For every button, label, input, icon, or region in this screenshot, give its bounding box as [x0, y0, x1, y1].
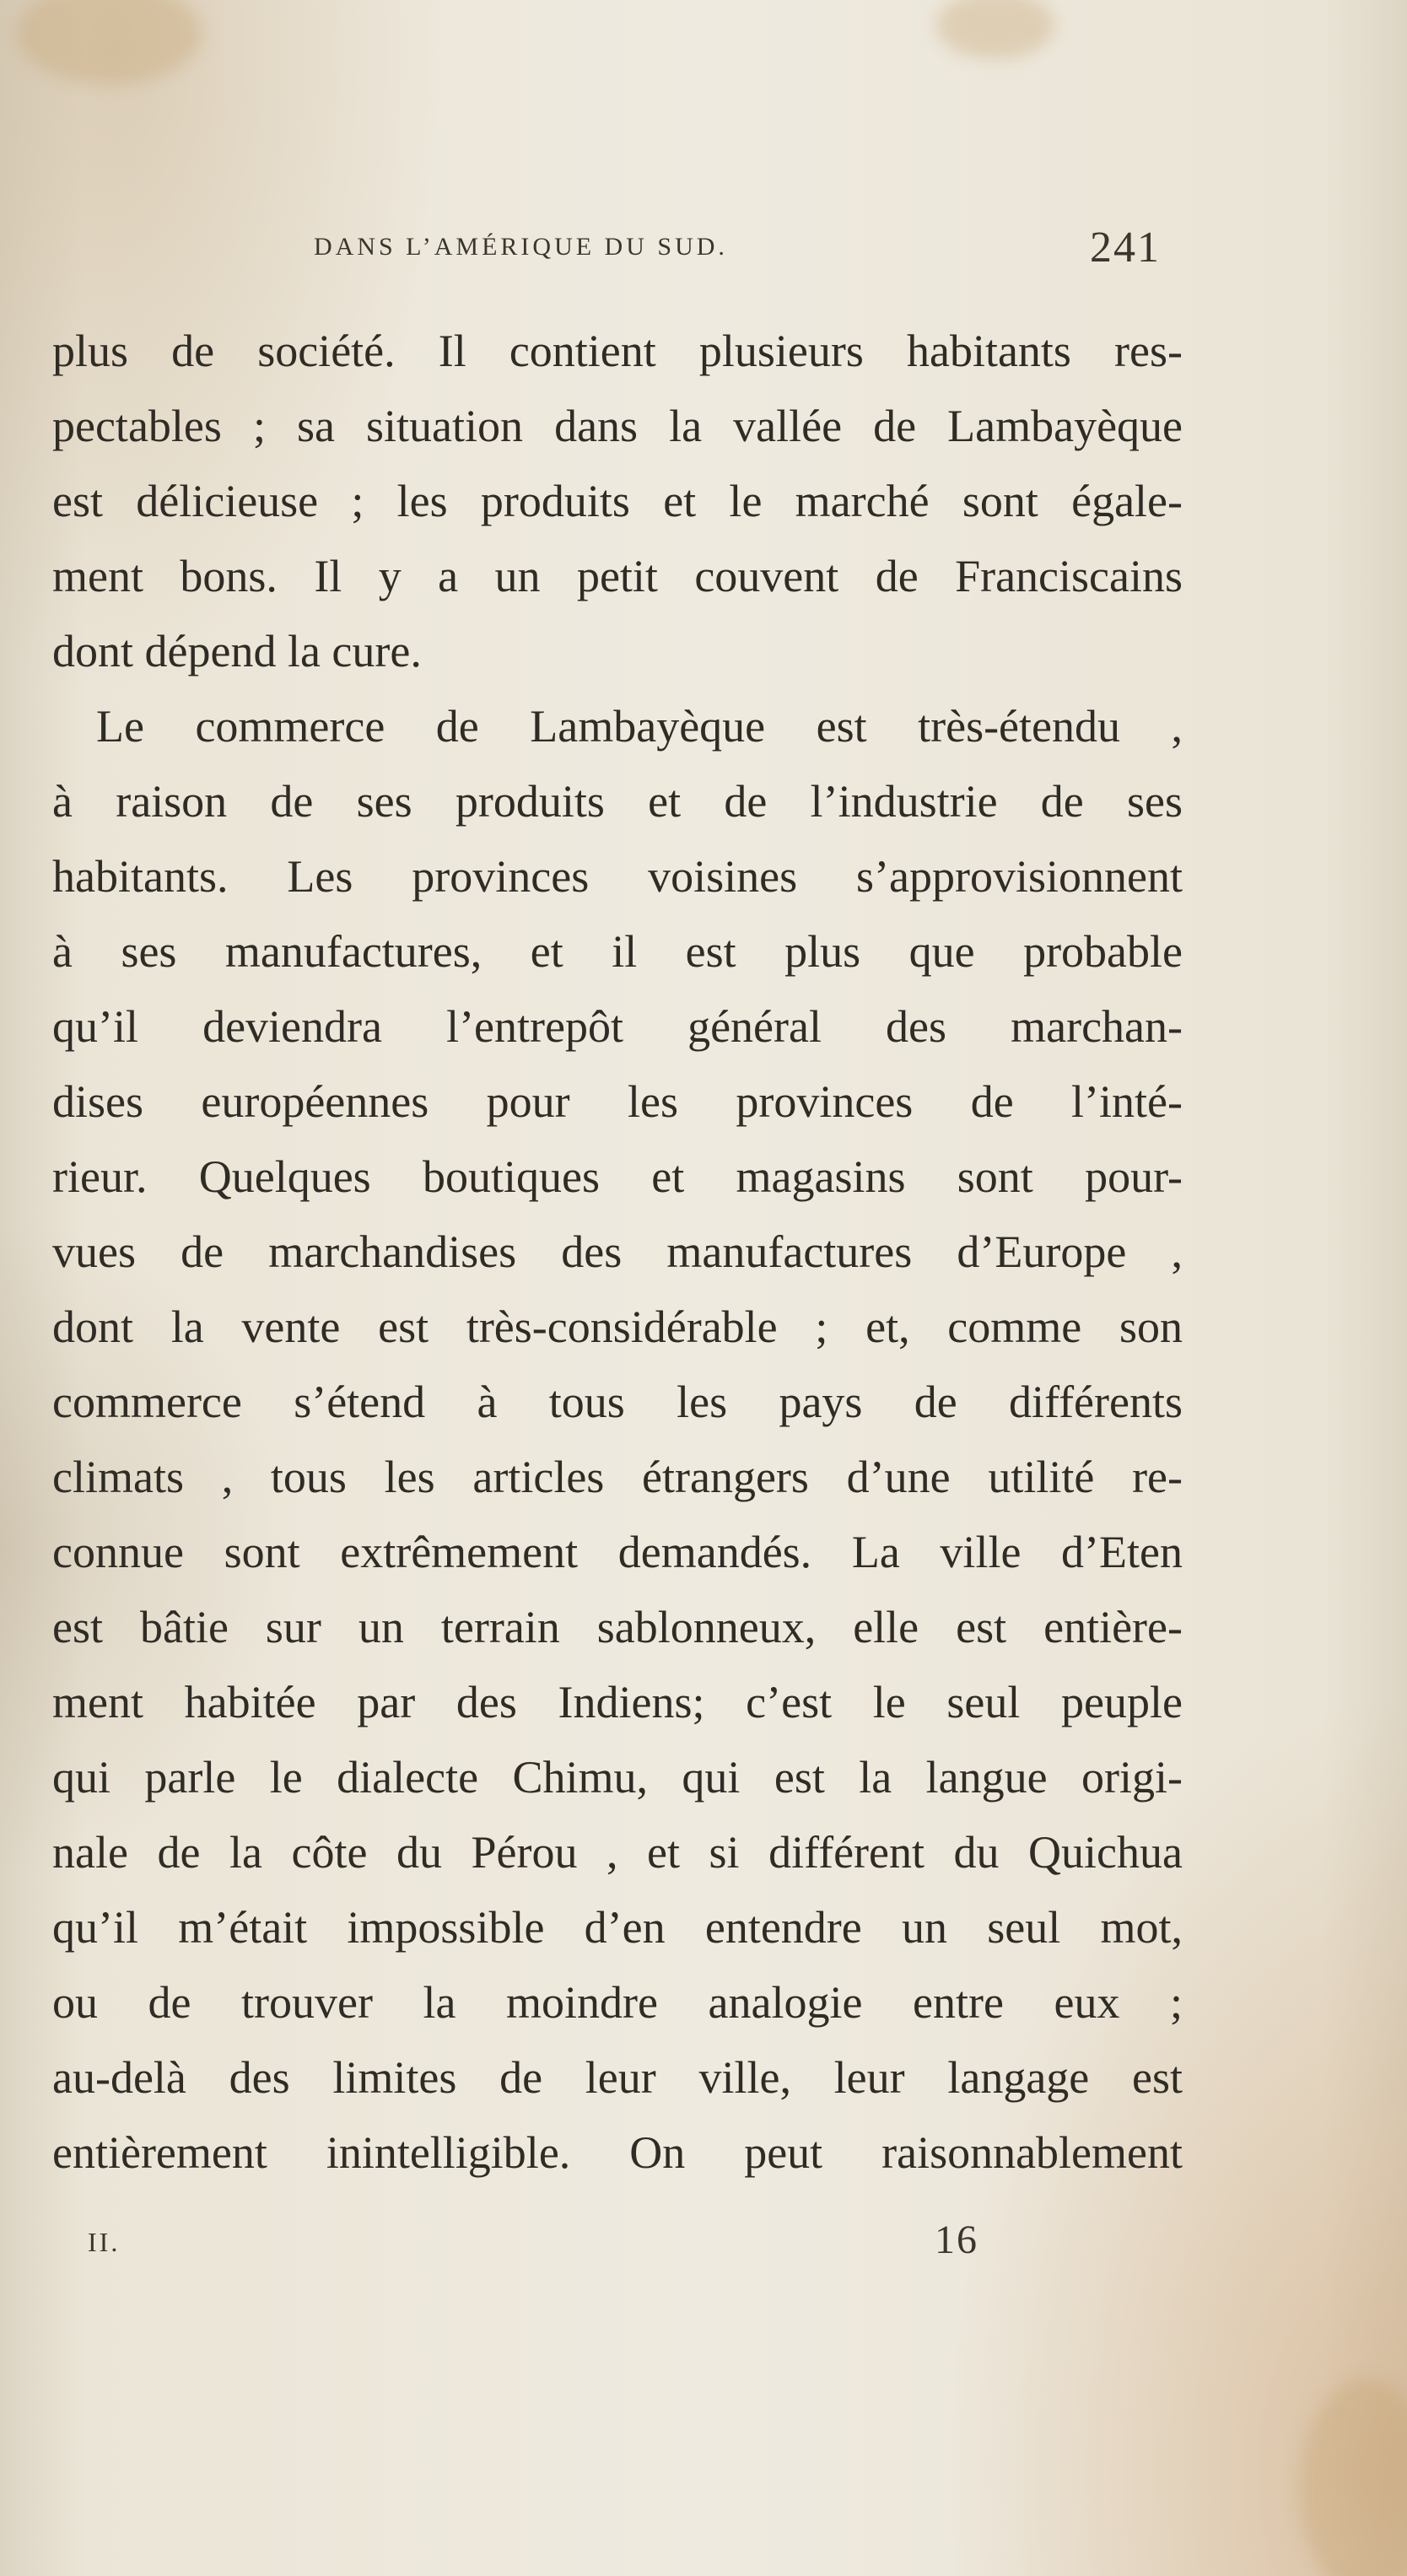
paper-stain — [1299, 2379, 1407, 2576]
text-line: est bâtie sur un terrain sablonneux, elle est entière- — [52, 1602, 1183, 1652]
text-line: à ses manufactures, et il est plus que probable — [52, 926, 1183, 977]
text-line: nale de la côte du Pérou , et si différent du Quichua — [52, 1827, 1183, 1878]
sheet-number: 16 — [935, 2218, 978, 2262]
text-line: habitants. Les provinces voisines s’approvisionnent — [52, 851, 1183, 902]
text-line: rieur. Quelques boutiques et magasins sont pour- — [52, 1151, 1183, 1202]
text-line: qui parle le dialecte Chimu, qui est la langue origi- — [52, 1752, 1183, 1803]
text-line: dont la vente est très-considérable ; et, comme son — [52, 1301, 1183, 1352]
text-line: au-delà des limites de leur ville, leur langage est — [52, 2052, 1183, 2103]
paper-stain — [936, 0, 1054, 59]
text-line: vues de marchandises des manufactures d’Europe , — [52, 1226, 1183, 1277]
signature-mark: II. — [88, 2227, 121, 2257]
body-text — [52, 314, 1183, 2191]
text-line: connue sont extrêmement demandés. La ville d’Eten — [52, 1527, 1183, 1577]
text-line: à raison de ses produits et de l’industrie de ses — [52, 776, 1183, 827]
text-line: ou de trouver la moindre analogie entre eux ; — [52, 1977, 1183, 2028]
page-number: 241 — [1090, 224, 1161, 272]
text-line: qu’il deviendra l’entrepôt général des marchan- — [52, 1001, 1183, 1052]
text-line: est délicieuse ; les produits et le marché sont égale- — [52, 476, 1183, 526]
paragraph-start-line: Le commerce de Lambayèque est très-étendu , — [96, 701, 1183, 752]
text-line: dont dépend la cure. — [52, 626, 422, 676]
running-head: DANS L’AMÉRIQUE DU SUD. — [314, 233, 728, 261]
text-line: entièrement inintelligible. On peut raisonnablement — [52, 2127, 1183, 2178]
paper-stain — [17, 0, 202, 84]
text-line: climats , tous les articles étrangers d’une utilité re- — [52, 1452, 1183, 1502]
text-line: commerce s’étend à tous les pays de différents — [52, 1377, 1183, 1427]
text-line: pectables ; sa situation dans la vallée de Lambayèque — [52, 401, 1183, 451]
text-line: ment bons. Il y a un petit couvent de Franciscains — [52, 551, 1183, 601]
text-line: dises européennes pour les provinces de l’inté- — [52, 1076, 1183, 1127]
text-line: ment habitée par des Indiens; c’est le seul peuple — [52, 1677, 1183, 1727]
text-line: plus de société. Il contient plusieurs habitants res- — [52, 326, 1183, 376]
text-line: qu’il m’était impossible d’en entendre un seul mot, — [52, 1902, 1183, 1953]
